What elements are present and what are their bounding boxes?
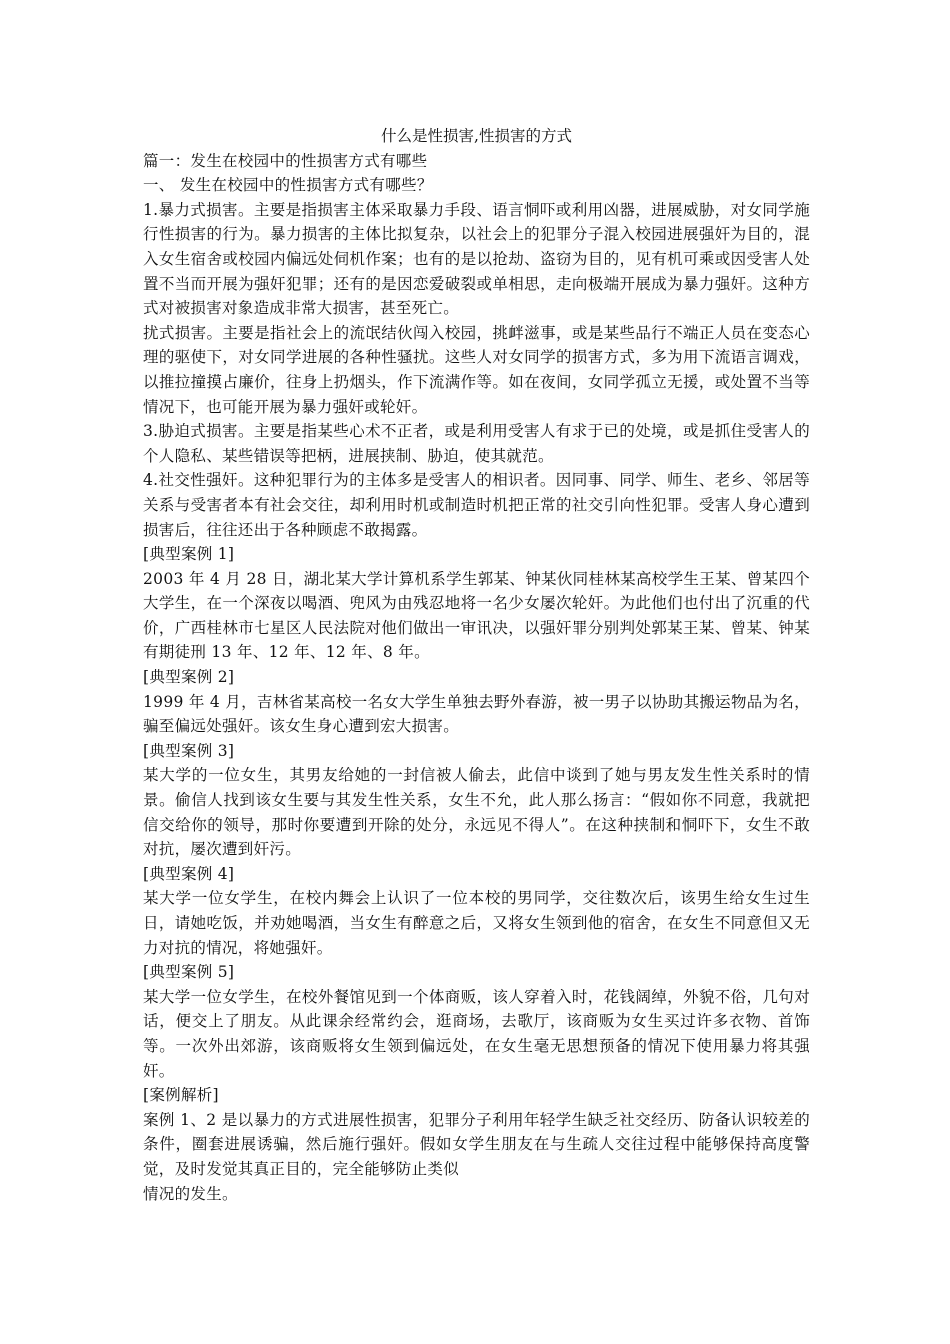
case-heading-1: [典型案例 1] bbox=[143, 545, 235, 564]
case-text-2: 1999 年 4 月，吉林省某高校一名女大学生单独去野外春游，被一男子以协助其搬运物品为名，骗至偏远处强奸。该女生身心遭到宏大损害。 bbox=[143, 692, 810, 736]
case-heading-2: [典型案例 2] bbox=[143, 668, 235, 687]
case-heading-3: [典型案例 3] bbox=[143, 741, 235, 760]
paragraph-harassment: 扰式损害。主要是指社会上的流氓结伙闯入校园，挑衅滋事，或是某些品行不端正人员在变态心理的驱使下，对女同学进展的各种性骚扰。这些人对女同学的损害方式，多为用下流语言调戏，以推拉撞摸占廉价，往身上扔烟头，作下流满作等。如在夜间，女同学孤立无援，或处置不当等情况下，也可能开展为暴力强奸或轮奸。 bbox=[143, 323, 810, 416]
case-text-4: 某大学一位女学生，在校内舞会上认识了一位本校的男同学，交往数次后，该男生给女生过生日，请她吃饭，并劝她喝酒，当女生有醉意之后，又将女生领到他的宿舍，在女生不同意但又无力对抗的情况，将她强奸。 bbox=[143, 889, 810, 957]
analysis-text-end: 情况的发生。 bbox=[143, 1184, 238, 1203]
case-heading-5: [典型案例 5] bbox=[143, 963, 235, 982]
document-title: 什么是性损害,性损害的方式 bbox=[381, 127, 572, 145]
paragraph-violent-assault: 1.暴力式损害。主要是指损害主体采取暴力手段、语言恫吓或利用凶器，进展威胁，对女同学施行性损害的行为。暴力损害的主体比拟复杂，以社会上的犯罪分子混入校园进展强奸为目的，混入女生宿舍或校园内偏远处伺机作案；也有的是以抢劫、盗窃为目的，见有机可乘或因受害人处置不当而开展为强奸犯罪；还有的是因恋爱破裂或单相思，走向极端开展成为暴力强奸。这种方式对被损害对象造成非常大损害，甚至死亡。 bbox=[143, 200, 810, 318]
document-body bbox=[143, 124, 810, 1206]
paragraph-coercion: 3.胁迫式损害。主要是指某些心术不正者，或是利用受害人有求于已的处境，或是抓住受害人的个人隐私、某些错误等把柄，进展挟制、胁迫，使其就范。 bbox=[143, 422, 810, 465]
case-text-3: 某大学的一位女生，其男友给她的一封信被人偷去，此信中谈到了她与男友发生性关系时的情景。偷信人找到该女生要与其发生性关系，女生不允，此人那么扬言：“假如你不同意，我就把信交给你的领导，那时你要遭到开除的处分，永远见不得人”。在这种挟制和恫吓下，女生不敢对抗，屡次遭到奸污。 bbox=[143, 766, 810, 859]
analysis-text: 案例 1、2 是以暴力的方式进展性损害，犯罪分子利用年轻学生缺乏社交经历、防备认识较差的条件，圈套进展诱骗，然后施行强奸。假如女学生朋友在与生疏人交往过程中能够保持高度警觉，及时发觉其真正目的，完全能够防止类似 bbox=[143, 1110, 810, 1178]
analysis-heading: [案例解析] bbox=[143, 1086, 219, 1105]
paragraph-social-assault: 4.社交性强奸。这种犯罪行为的主体多是受害人的相识者。因同事、同学、师生、老乡、邻居等关系与受害者本有社会交往，却利用时机或制造时机把正常的社交引向性犯罪。受害人身心遭到损害后，往往还出于各种顾虑不敢揭露。 bbox=[143, 471, 810, 539]
section-heading: 篇一：发生在校园中的性损害方式有哪些 bbox=[143, 151, 428, 170]
case-text-5: 某大学一位女学生，在校外餐馆见到一个体商贩，该人穿着入时，花钱阔绰，外貌不俗，几句对话，便交上了朋友。从此课余经常约会，逛商场，去歌厅，该商贩为女生买过许多衣物、首饰等。一次外出郊游，该商贩将女生领到偏远处，在女生毫无思想预备的情况下使用暴力将其强奸。 bbox=[143, 987, 810, 1080]
case-text-1: 2003 年 4 月 28 日，湖北某大学计算机系学生郭某、钟某伙同桂林某高校学生王某、曾某四个大学生，在一个深夜以喝酒、兜风为由残忍地将一名少女屡次轮奸。为此他们也付出了沉重的代价，广西桂林市七星区人民法院对他们做出一审讯决，以强奸罪分别判处郭某王某、曾某、钟某有期徒刑 13 年、12 年、12 年、8 年。 bbox=[143, 569, 810, 662]
question-heading: 一、 发生在校园中的性损害方式有哪些？ bbox=[143, 176, 433, 195]
case-heading-4: [典型案例 4] bbox=[143, 864, 235, 883]
